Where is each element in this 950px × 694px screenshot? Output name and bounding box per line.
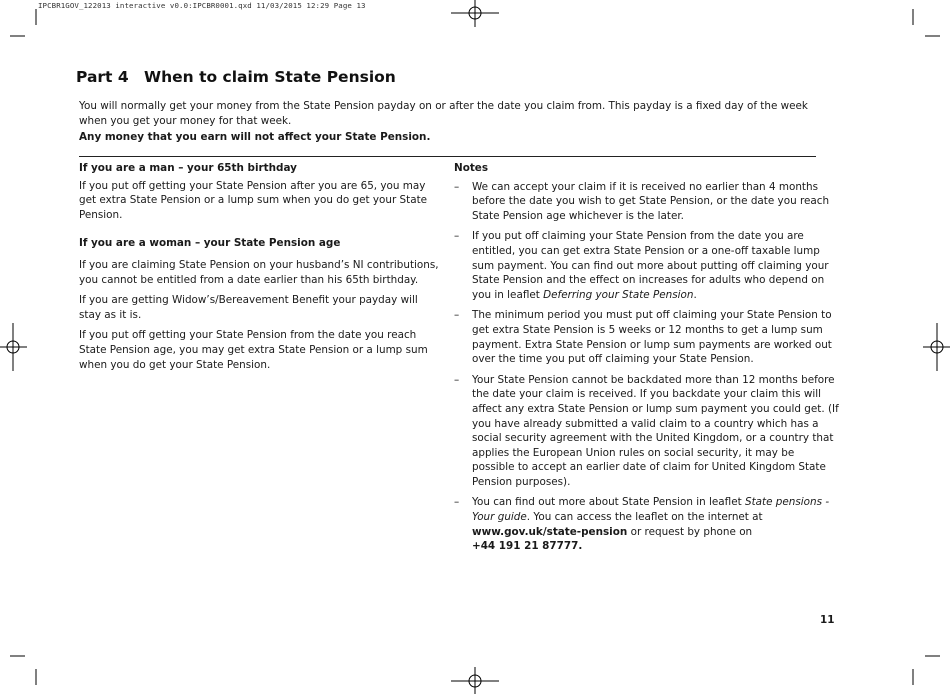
note-item: [454, 229, 839, 302]
woman-subheading: If you are a woman – your State Pension age: [79, 237, 341, 250]
woman-paragraph-1: If you are claiming State Pension on your husband’s NI contributions, you cannot be entitled from a date earlier than his 65th birthday.: [79, 258, 439, 286]
woman-paragraph-2: If you are getting Widow’s/Bereavement Benefit your payday will stay as it is.: [79, 294, 418, 321]
note-item: [454, 495, 839, 553]
man-subheading: If you are a man – your 65th birthday: [79, 162, 297, 174]
leaflet-title-state-pensions: State pensions - Your guide: [472, 496, 830, 524]
part-label: Part 4: [76, 68, 129, 86]
notes-column: [454, 161, 839, 560]
part-title: When to claim State Pension: [144, 68, 396, 86]
note-5-text-b: . You can access the leaflet on the internet at: [526, 511, 763, 524]
note-4-text: Your State Pension cannot be backdated more than 12 months before the date your claim is received. If you backdate your claim this will affect any extra State Pension or lump sum payment you could get. (If you have already submitted a valid claim to a country which has a social security agreement with the United Kingdom, or a country that applies the European Union rules on social security, it may be possible to accept an earlier date of claim for United Kingdom State Pension purposes).: [472, 373, 839, 488]
gov-url-link[interactable]: www.gov.uk/state-pension: [472, 525, 628, 538]
note-2-text: If you put off claiming your State Pension from the date you are entitled, you can get extra State Pension or a one-off taxable lump sum payment. You can find out more about putting off claiming your State Pension and the effect on increases for adults who depend on you in leaflet: [472, 230, 829, 301]
note-item: [454, 373, 839, 490]
leaflet-title-deferring: Deferring your State Pension: [543, 288, 694, 301]
note-item: [454, 308, 839, 366]
note-2-end: .: [693, 288, 697, 301]
intro-bold-statement: Any money that you earn will not affect your State Pension.: [79, 131, 431, 143]
woman-paragraph-3: If you put off getting your State Pension from the date you reach State Pension age, you may get extra State Pension or a lump sum when you do get your State Pension.: [79, 329, 428, 371]
notes-list: [454, 180, 839, 554]
notes-heading: Notes: [454, 162, 489, 174]
page-heading: [76, 68, 396, 86]
section-divider: [79, 156, 816, 157]
note-5-text-c: or request by phone on: [627, 525, 753, 538]
note-item: [454, 180, 839, 224]
left-column: [79, 161, 441, 372]
intro-paragraph: You will normally get your money from the State Pension payday on or after the date you claim from. This payday is a fixed day of the week when you get your money for that week.: [79, 100, 808, 127]
phone-number: +44 191 21 87777.: [472, 540, 583, 553]
note-5-text: You can find out more about State Pension in leaflet: [472, 496, 745, 509]
man-paragraph: If you put off getting your State Pension after you are 65, you may get extra State Pension or a lump sum when you do get your State Pension.: [79, 179, 428, 221]
note-3-text: The minimum period you must put off claiming your State Pension to get extra State Pension is 5 weeks or 12 months to get a lump sum payment. Extra State Pension or lump sum payments are worked out over the time you put off claiming your State Pension.: [472, 309, 832, 366]
page-number: 11: [820, 614, 835, 626]
note-1-text: We can accept your claim if it is received no earlier than 4 months before the date you wish to get State Pension, or the date you reach State Pension age whichever is the later.: [472, 180, 830, 222]
print-slug-line: IPCBR1GOV_122013 interactive v0.0:IPCBR0001.qxd 11/03/2015 12:29 Page 13: [38, 1, 366, 10]
